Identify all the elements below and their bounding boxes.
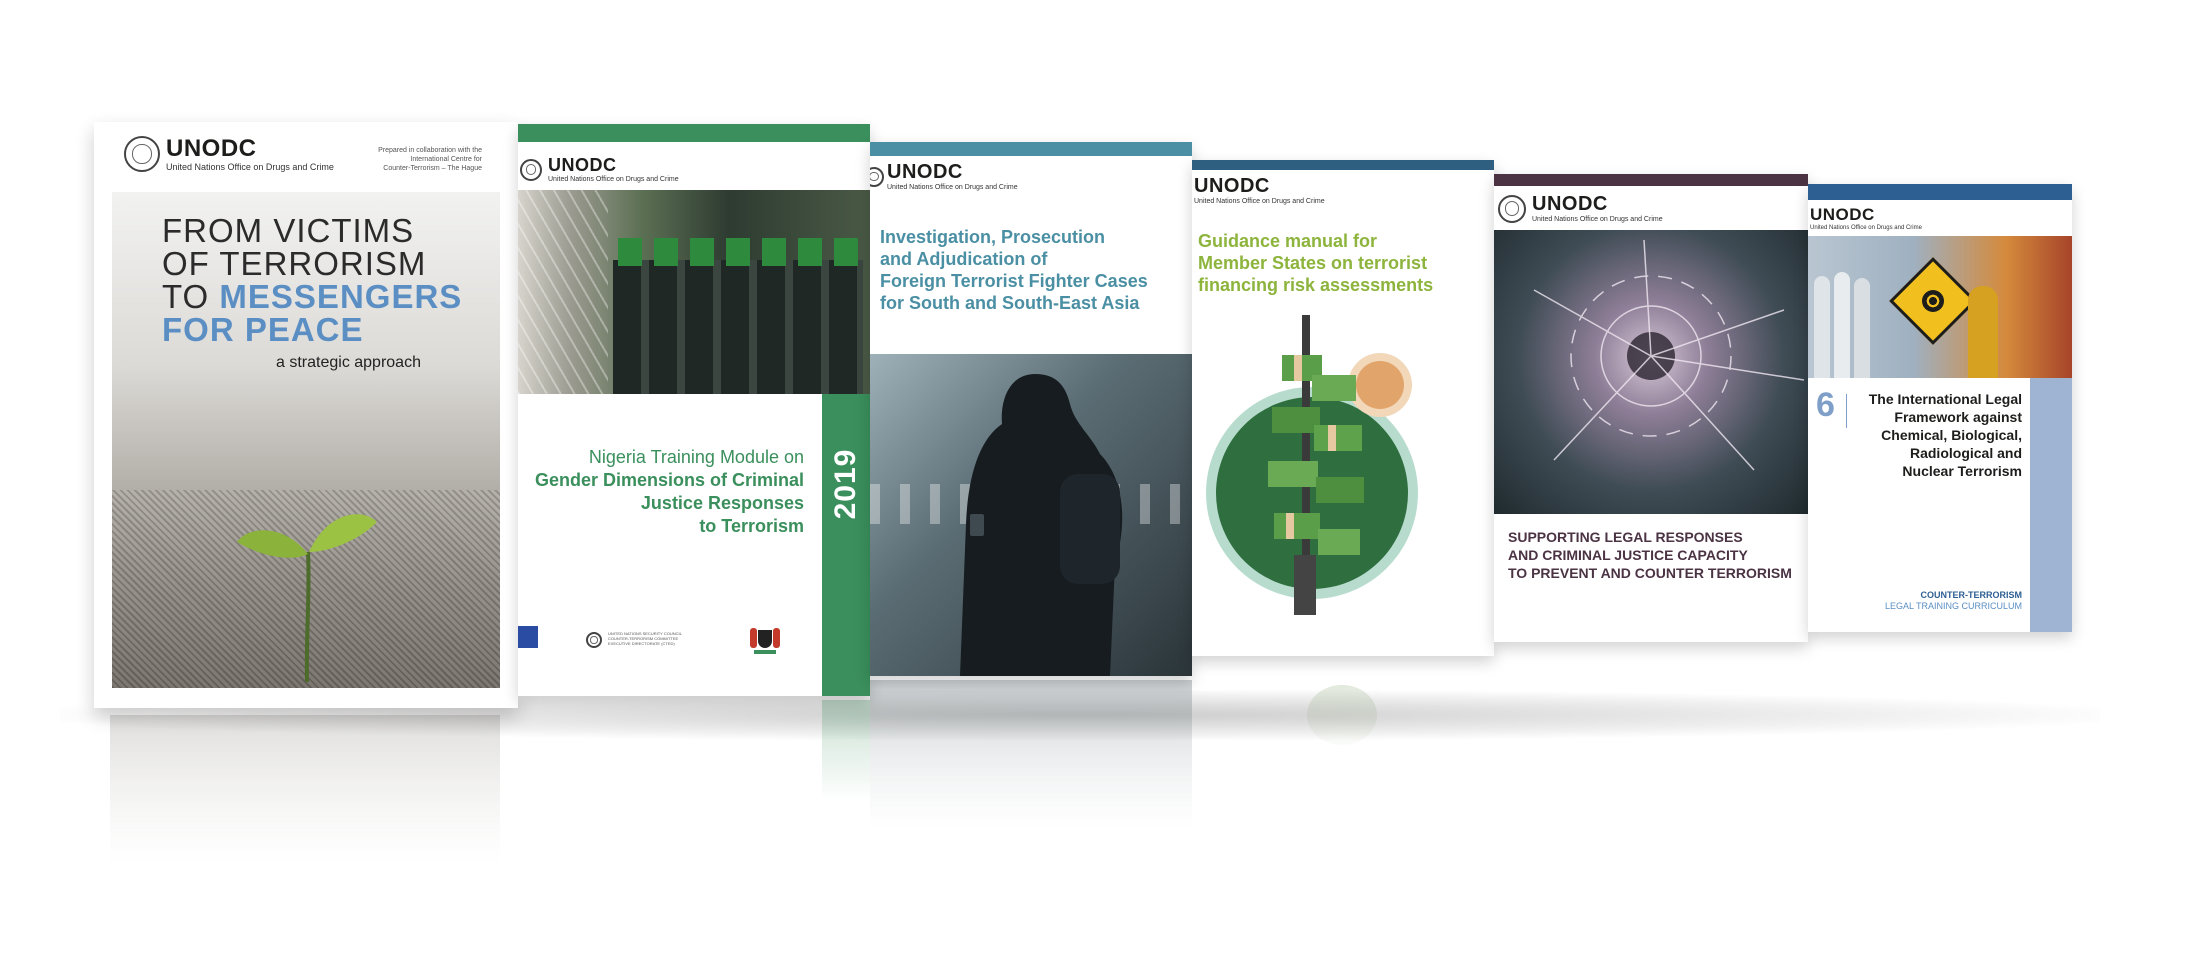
logo-subtitle: United Nations Office on Drugs and Crime bbox=[1810, 225, 1922, 231]
unodc-logo bbox=[1810, 206, 1922, 231]
collaboration-note bbox=[378, 146, 482, 173]
logo-word: UNODC bbox=[887, 161, 963, 183]
partner-text: UNITED NATIONS SECURITY COUNCIL COUNTER-TERRORISM COMMITTEE EXECUTIVE DIRECTORATE (CTED) bbox=[608, 631, 682, 646]
logo-subtitle: United Nations Office on Drugs and Crime bbox=[1194, 198, 1325, 205]
money-rifle-illustration bbox=[1202, 315, 1432, 620]
money-band bbox=[1328, 425, 1336, 451]
title-line: Member States on terrorist bbox=[1198, 253, 1428, 273]
title-line: SUPPORTING LEGAL RESPONSES bbox=[1508, 529, 1743, 545]
money-stack bbox=[1312, 375, 1356, 401]
beret-row bbox=[618, 238, 863, 266]
logo-word: UNODC bbox=[1810, 205, 1875, 224]
title-line: Chemical, Biological, bbox=[1881, 427, 2022, 443]
series-label bbox=[1885, 590, 2022, 612]
title-highlight: FOR PEACE bbox=[162, 311, 364, 348]
logo-subtitle: United Nations Office on Drugs and Crime bbox=[887, 184, 1018, 191]
phone bbox=[970, 514, 984, 536]
unodc-logo bbox=[124, 136, 334, 172]
cover-title bbox=[1508, 528, 1792, 582]
money-stack bbox=[1316, 477, 1364, 503]
reflection-cover-2 bbox=[518, 700, 870, 800]
radiation-trefoil bbox=[1922, 290, 1944, 312]
title-line: The International Legal bbox=[1868, 391, 2022, 407]
title-line: Nuclear Terrorism bbox=[1902, 463, 2022, 479]
reflection-cover-1 bbox=[110, 715, 500, 865]
title-line: to Terrorism bbox=[699, 516, 804, 536]
money-stack bbox=[1268, 461, 1318, 487]
backpack bbox=[1060, 474, 1120, 584]
title-word: TO bbox=[162, 278, 210, 315]
money-stack bbox=[1274, 513, 1320, 539]
hazmat-firefighter-icon bbox=[1968, 286, 1998, 378]
title-line: Nigeria Training Module on bbox=[588, 447, 804, 467]
fence-overlay bbox=[518, 190, 608, 394]
shattered-glass-icon bbox=[1494, 230, 1808, 514]
series-title: COUNTER-TERRORISM bbox=[1920, 590, 2022, 600]
nigeria-coat-of-arms-icon bbox=[750, 624, 780, 654]
reflection-cover-3 bbox=[870, 680, 1192, 830]
logo-subtitle: United Nations Office on Drugs and Crime bbox=[1532, 216, 1663, 223]
cover-ftf-asia[interactable] bbox=[870, 142, 1192, 676]
money-stack bbox=[1318, 529, 1360, 555]
logo-subtitle: United Nations Office on Drugs and Crime bbox=[166, 161, 334, 172]
money-band bbox=[1294, 355, 1302, 381]
sprout-icon bbox=[232, 482, 382, 682]
number-divider bbox=[1846, 394, 1847, 428]
reflection-cover-4 bbox=[1192, 665, 1494, 755]
hooded-figure-icon bbox=[940, 364, 1140, 676]
money-stack bbox=[1272, 407, 1320, 433]
cover-photo bbox=[1494, 230, 1808, 514]
title-line: OF TERRORISM bbox=[162, 245, 427, 282]
note-line: Counter-Terrorism – The Hague bbox=[383, 165, 482, 173]
arms-base bbox=[754, 650, 776, 654]
title-line: Framework against bbox=[1894, 409, 2022, 425]
note-line: International Centre for bbox=[410, 156, 482, 164]
title-line: Justice Responses bbox=[640, 493, 804, 513]
arms-supporter-right bbox=[773, 628, 780, 648]
un-emblem-icon bbox=[870, 167, 884, 187]
cover-title bbox=[535, 446, 804, 538]
series-subtitle: LEGAL TRAINING CURRICULUM bbox=[1884, 601, 2022, 611]
cover-cbrn-legal-framework[interactable] bbox=[1808, 184, 2072, 632]
title-line bbox=[162, 280, 462, 313]
note-line: Prepared in collaboration with the bbox=[378, 147, 482, 154]
title-line: Guidance manual for bbox=[1198, 231, 1378, 251]
arms-supporter-left bbox=[750, 628, 757, 648]
cover-top-bar bbox=[1808, 184, 2072, 200]
title-line: FROM VICTIMS bbox=[162, 212, 415, 249]
title-line: Foreign Terrorist Fighter Cases bbox=[880, 271, 1148, 291]
title-highlight: MESSENGERS bbox=[219, 278, 463, 315]
un-emblem-icon bbox=[124, 136, 160, 172]
title-line: for South and South-East Asia bbox=[880, 293, 1140, 313]
title-line: financing risk assessments bbox=[1198, 275, 1434, 295]
cover-year: 2019 bbox=[829, 448, 862, 520]
volume-number: 6 bbox=[1816, 386, 1835, 424]
sprout-leaf-left bbox=[237, 530, 308, 558]
cover-nigeria-gender[interactable] bbox=[518, 124, 870, 696]
title-line: AND CRIMINAL JUSTICE CAPACITY bbox=[1508, 547, 1748, 563]
cover-photo bbox=[1808, 236, 2072, 378]
money-stack bbox=[1314, 425, 1362, 451]
title-line: and Adjudication of bbox=[880, 249, 1048, 269]
unodc-logo bbox=[1498, 194, 1663, 223]
cover-subtitle: a strategic approach bbox=[276, 354, 421, 371]
hazmat-worker-icon bbox=[1814, 276, 1830, 378]
cover-photo bbox=[870, 354, 1192, 676]
logo-word: UNODC bbox=[1532, 193, 1608, 215]
cover-title bbox=[1869, 390, 2022, 480]
cover-title bbox=[880, 226, 1148, 314]
unodc-logo bbox=[870, 162, 1018, 191]
year-band bbox=[822, 394, 870, 696]
eu-flag-icon bbox=[518, 626, 538, 648]
cover-tf-risk-assessments[interactable] bbox=[1192, 160, 1494, 656]
hazmat-worker-icon bbox=[1834, 272, 1850, 378]
un-emblem-icon bbox=[520, 159, 542, 181]
hazmat-worker-icon bbox=[1854, 278, 1870, 378]
unodc-logo bbox=[520, 156, 679, 183]
cover-top-bar bbox=[1192, 160, 1494, 170]
cover-title bbox=[1198, 230, 1433, 296]
unodc-logo bbox=[1194, 176, 1325, 205]
sprout-leaf-right bbox=[309, 514, 377, 552]
un-emblem-icon bbox=[1498, 195, 1526, 223]
title-line: Radiological and bbox=[1909, 445, 2022, 461]
arms-shield bbox=[758, 630, 772, 648]
logo-word: UNODC bbox=[548, 155, 617, 175]
sprout-stem bbox=[307, 552, 309, 682]
cover-top-bar bbox=[518, 124, 870, 142]
title-line: Gender Dimensions of Criminal bbox=[534, 470, 804, 490]
cover-top-bar bbox=[1494, 174, 1808, 186]
logo-subtitle: United Nations Office on Drugs and Crime bbox=[548, 176, 679, 183]
cover-supporting-legal-responses[interactable] bbox=[1494, 174, 1808, 642]
title-line: TO PREVENT AND COUNTER TERRORISM bbox=[1508, 565, 1792, 581]
cover-top-bar bbox=[870, 142, 1192, 156]
cover-victims-to-messengers[interactable] bbox=[94, 122, 518, 708]
coin-inner bbox=[1356, 361, 1404, 409]
logo-word: UNODC bbox=[166, 134, 257, 162]
un-emblem-icon bbox=[586, 632, 602, 648]
side-band bbox=[2030, 378, 2072, 632]
logo-word: UNODC bbox=[1194, 175, 1270, 197]
title-line: Investigation, Prosecution bbox=[880, 227, 1106, 247]
officer-silhouettes bbox=[613, 260, 863, 394]
rifle-stock bbox=[1294, 555, 1316, 615]
cover-photo bbox=[518, 190, 870, 394]
money-band bbox=[1286, 513, 1294, 539]
cover-title bbox=[162, 214, 462, 346]
